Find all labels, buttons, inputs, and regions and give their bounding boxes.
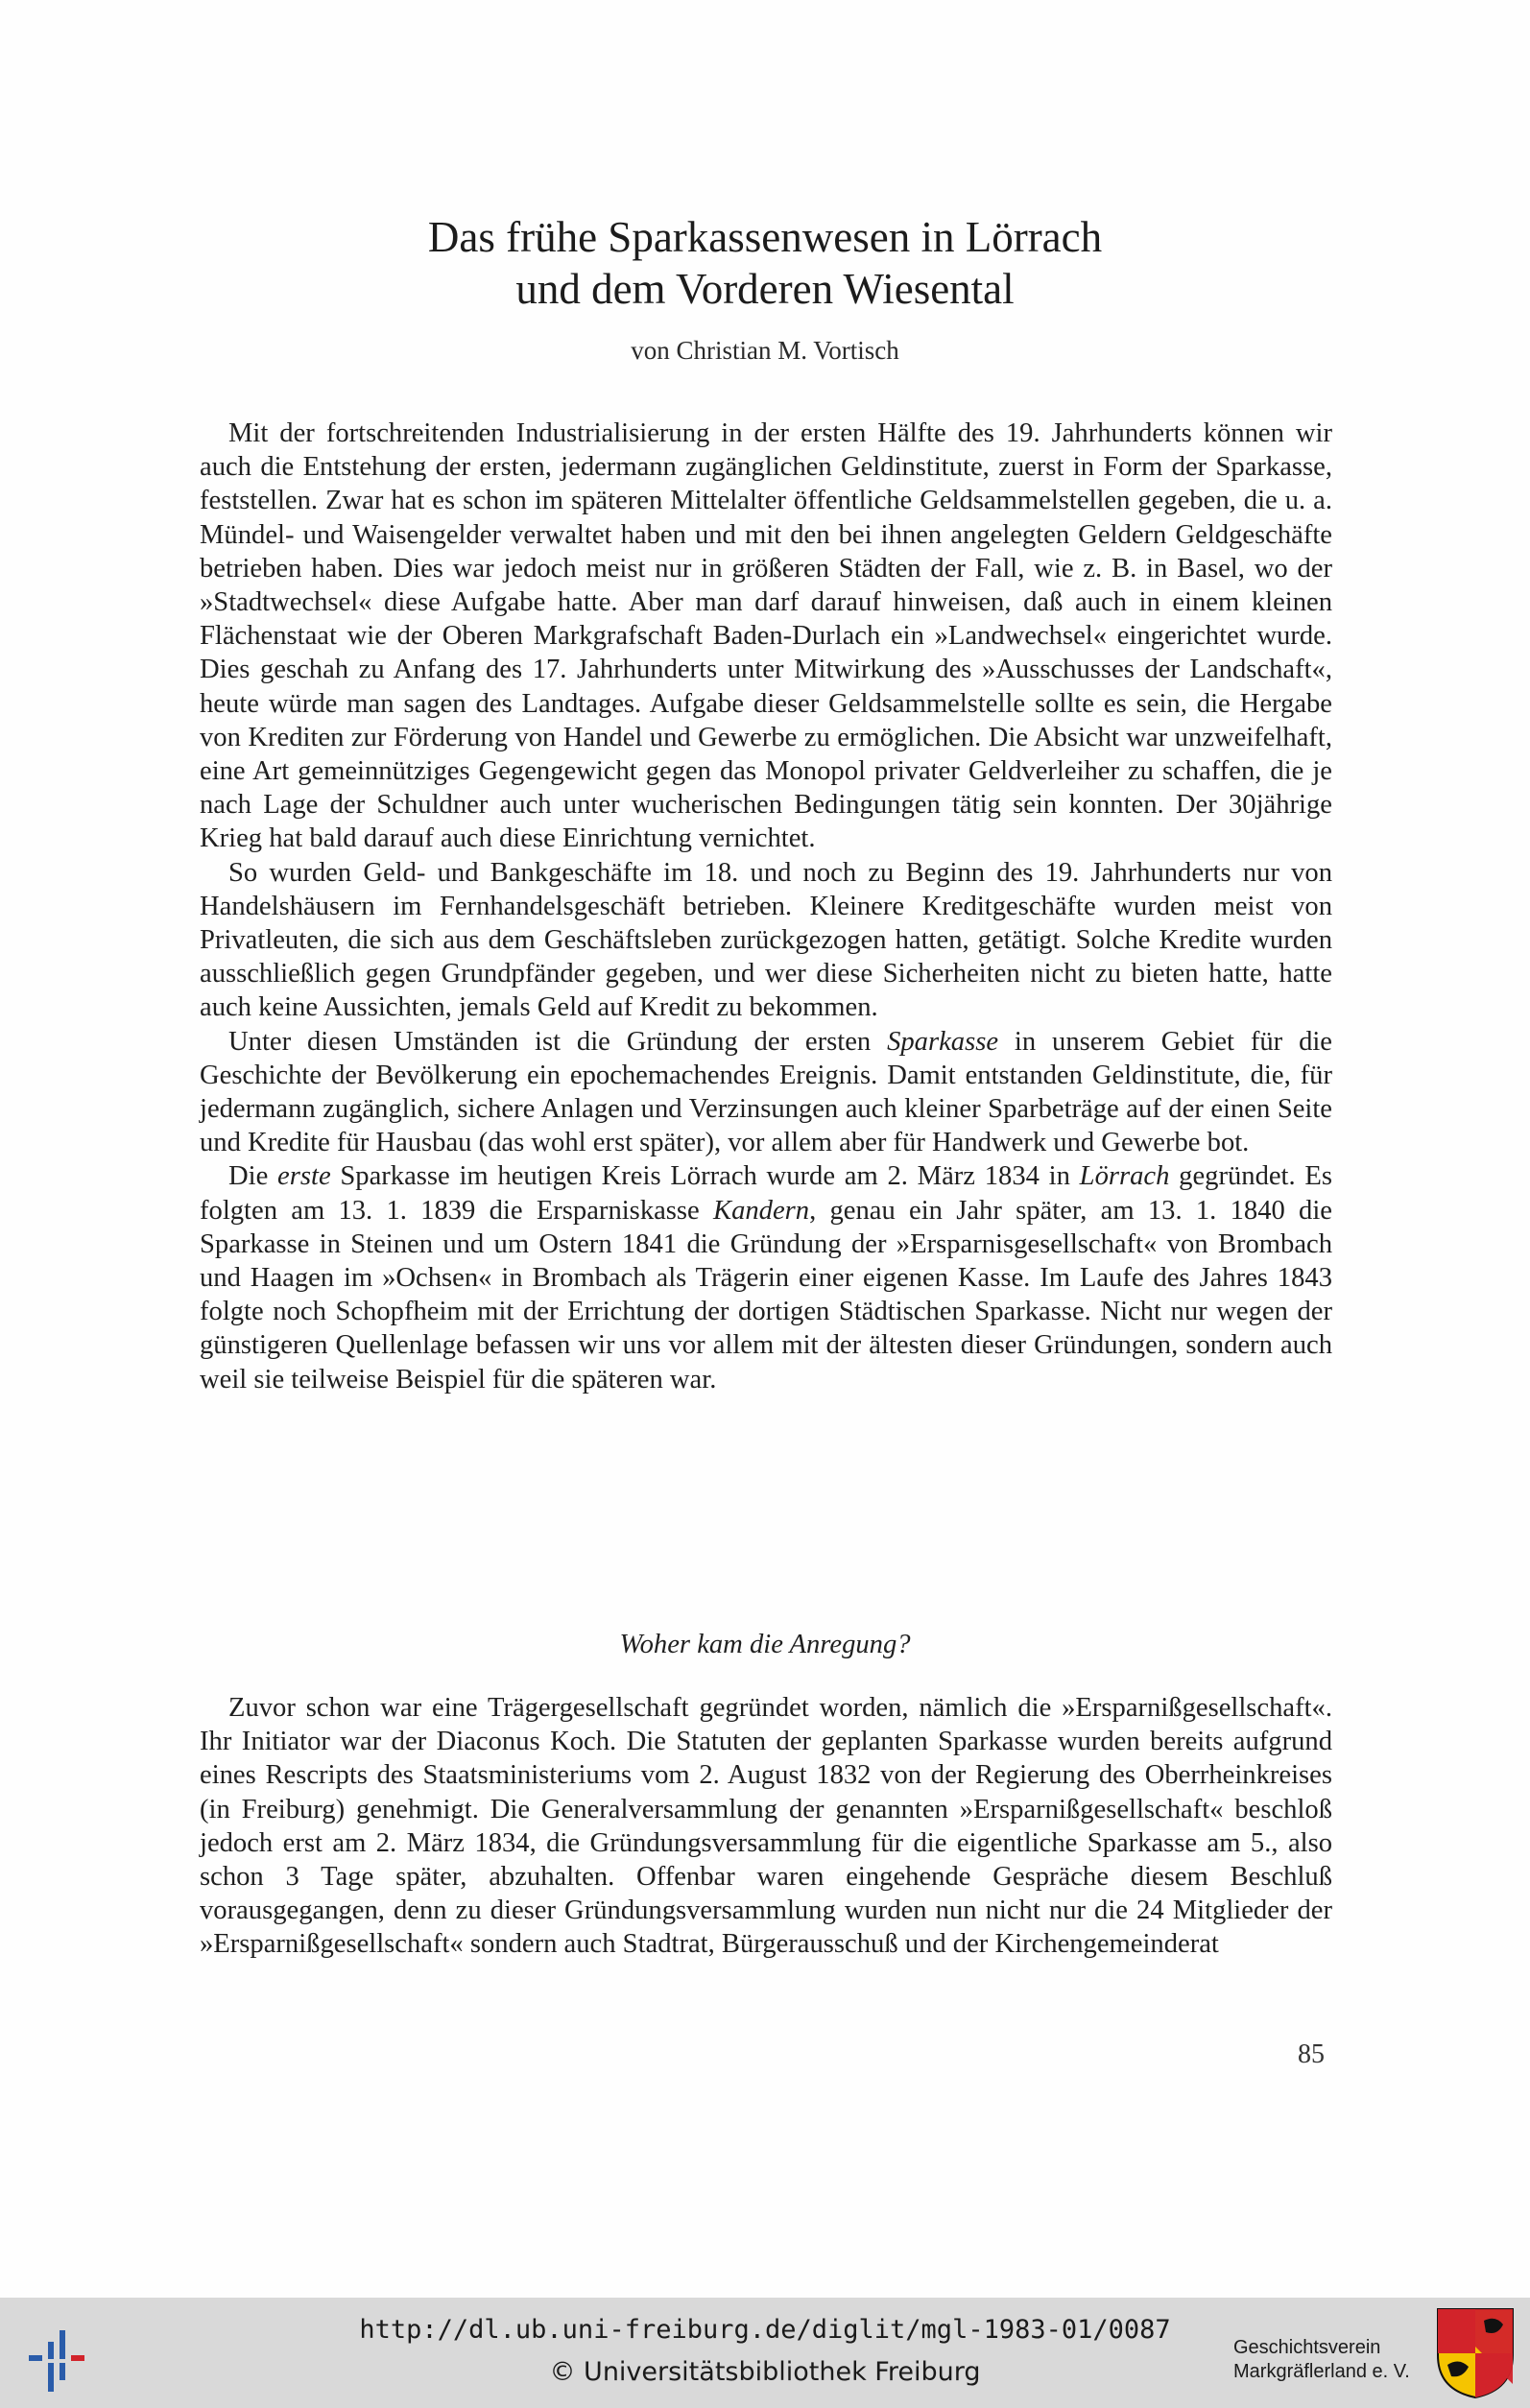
- text-run: gegründet. Es folgten am 13. 1. 1839 die Ersparniskasse: [200, 1161, 1333, 1226]
- text-run: , genau ein Jahr später, am 13. 1. 1840 die Sparkasse in Steinen und um Ostern 1841 die Gründung der »Ersparnisgesellschaft« von Brombach und Haagen im »Ochsen« in Brombach als Trägerin einer eigenen Kasse. Im Laufe des Jahres 1843 folgte noch Schopfheim mit der Errichtung der dortigen Städtischen Sparkasse. Nicht nur wegen der günstigeren Quellenlage befassen wir uns vor allem mit der ältesten dieser Gründungen, sondern auch weil sie teilweise Beispiel für die späteren war.: [200, 1195, 1332, 1395]
- emphasized-text: Lörrach: [1079, 1161, 1170, 1192]
- paragraph: [200, 856, 1332, 1025]
- section-heading: Woher kam die Anregung?: [619, 1630, 911, 1659]
- copyright-notice: © Universitätsbibliothek Freiburg: [549, 2357, 981, 2387]
- page-number: 85: [1298, 2039, 1325, 2069]
- paragraph: [200, 417, 1332, 856]
- emphasized-text: erste: [277, 1161, 331, 1192]
- society-name-line-1: Geschichtsverein: [1233, 2337, 1381, 2358]
- text-run: Zuvor schon war eine Trägergesellschaft gegründet worden, nämlich die »Ersparnißgesellschaft«. Ihr Initiator war der Diaconus Koch. Die Statuten der geplanten Sparkasse wurden bereits aufgrund eines Rescripts des Staatsministeriums vom 2. August 1832 von der Regierung des Oberrheinkreises (in Freiburg) genehmigt. Die Generalversammlung der genannten »Ersparnißgesellschaft« beschloß jedoch erst am 2. März 1834, die Gründungsversammlung für die eigentliche Sparkasse am 5., also schon 3 Tage später, abzuhalten. Offenbar waren eingehende Gespräche diesem Beschluß vorausgegangen, denn zu dieser Gründungsversammlung wurden nun nicht nur die 24 Mitglieder der »Ersparnißgesellschaft« sondern auch Stadtrat, Bürgerausschuß und der Kirchengemeinderat: [200, 1693, 1332, 1960]
- paragraph: [200, 1691, 1332, 1962]
- text-run: Unter diesen Umständen ist die Gründung der ersten: [228, 1026, 888, 1057]
- footer-bar: [0, 2298, 1530, 2408]
- text-run: Die: [228, 1161, 278, 1192]
- permalink-url[interactable]: http://dl.ub.uni-freiburg.de/diglit/mgl-1983-01/0087: [359, 2315, 1171, 2345]
- body-text-section-2: [200, 1691, 1332, 1962]
- paragraph: [200, 1025, 1332, 1160]
- article-title-line-2: und dem Vorderen Wiesental: [515, 265, 1015, 313]
- society-name: [1233, 2336, 1425, 2384]
- society-name-line-2: Markgräflerland e. V.: [1233, 2361, 1410, 2382]
- body-text-section-1: [200, 417, 1332, 1396]
- paragraph: [200, 1159, 1332, 1395]
- emphasized-text: Sparkasse: [887, 1026, 999, 1057]
- text-run: in unserem Gebiet für die Geschichte der Bevölkerung ein epochemachendes Ereignis. Damit entstanden Geldinstitute, die, für jedermann zugänglich, sichere Anlagen und Verzinsungen auch kleiner Sparbeträge auf der einen Seite und Kredite für Hausbau (das wohl erst später), vor allem aber für Handwerk und Gewerbe bot.: [200, 1026, 1333, 1158]
- coat-of-arms-icon: [1436, 2307, 1515, 2399]
- text-run: Sparkasse im heutigen Kreis Lörrach wurde am 2. März 1834 in: [330, 1161, 1080, 1192]
- article-title-line-1: Das frühe Sparkassenwesen in Lörrach: [427, 213, 1103, 261]
- text-run: Mit der fortschreitenden Industrialisierung in der ersten Hälfte des 19. Jahrhunderts können wir auch die Entstehung der ersten, jedermann zugänglichen Geldinstitute, zuerst in Form der Sparkasse, feststellen. Zwar hat es schon im späteren Mittelalter öffentliche Geldsammelstellen gegeben, die u. a. Mündel- und Waisengelder verwaltet haben und mit den bei ihnen angelegten Geldern Geldgeschäfte betrieben haben. Dies war jedoch meist nur in größeren Städten der Fall, wie z. B. in Basel, wo der »Stadtwechsel« diese Aufgabe hatte. Aber man darf darauf hinweisen, daß auch in einem kleinen Flächenstaat wie der Oberen Markgrafschaft Baden-Durlach ein »Landwechsel« eingerichtet wurde. Dies geschah zu Anfang des 17. Jahrhunderts unter Mitwirkung des »Ausschusses der Landschaft«, heute würde man sagen des Landtages. Aufgabe dieser Geldsammelstelle sollte es sein, die Hergabe von Krediten zur Förderung von Handel und Gewerbe zu ermöglichen. Die Absicht war unzweifelhaft, eine Art gemeinnütziges Gegengewicht gegen das Monopol privater Geldverleiher zu schaffen, die je nach Lage der Schuldner auch unter wucherischen Bedingungen tätig sein konnten. Der 30jährige Krieg hat bald darauf auch diese Einrichtung vernichtet.: [200, 418, 1332, 854]
- author-byline: von Christian M. Vortisch: [631, 336, 899, 365]
- emphasized-text: Kandern: [713, 1195, 810, 1226]
- text-run: So wurden Geld- und Bankgeschäfte im 18. und noch zu Beginn des 19. Jahrhunderts nur von Handelshäusern im Fernhandelsgeschäft betrieben. Kleinere Kreditgeschäfte wurden meist von Privatleuten, die sich aus dem Geschäftsleben zurückgezogen hatten, getätigt. Solche Kredite wurden ausschließlich gegen Grundpfänder gegeben, und wer diese Sicherheiten nicht zu bieten hatte, hatte auch keine Aussichten, jemals Geld auf Kredit zu bekommen.: [200, 857, 1332, 1023]
